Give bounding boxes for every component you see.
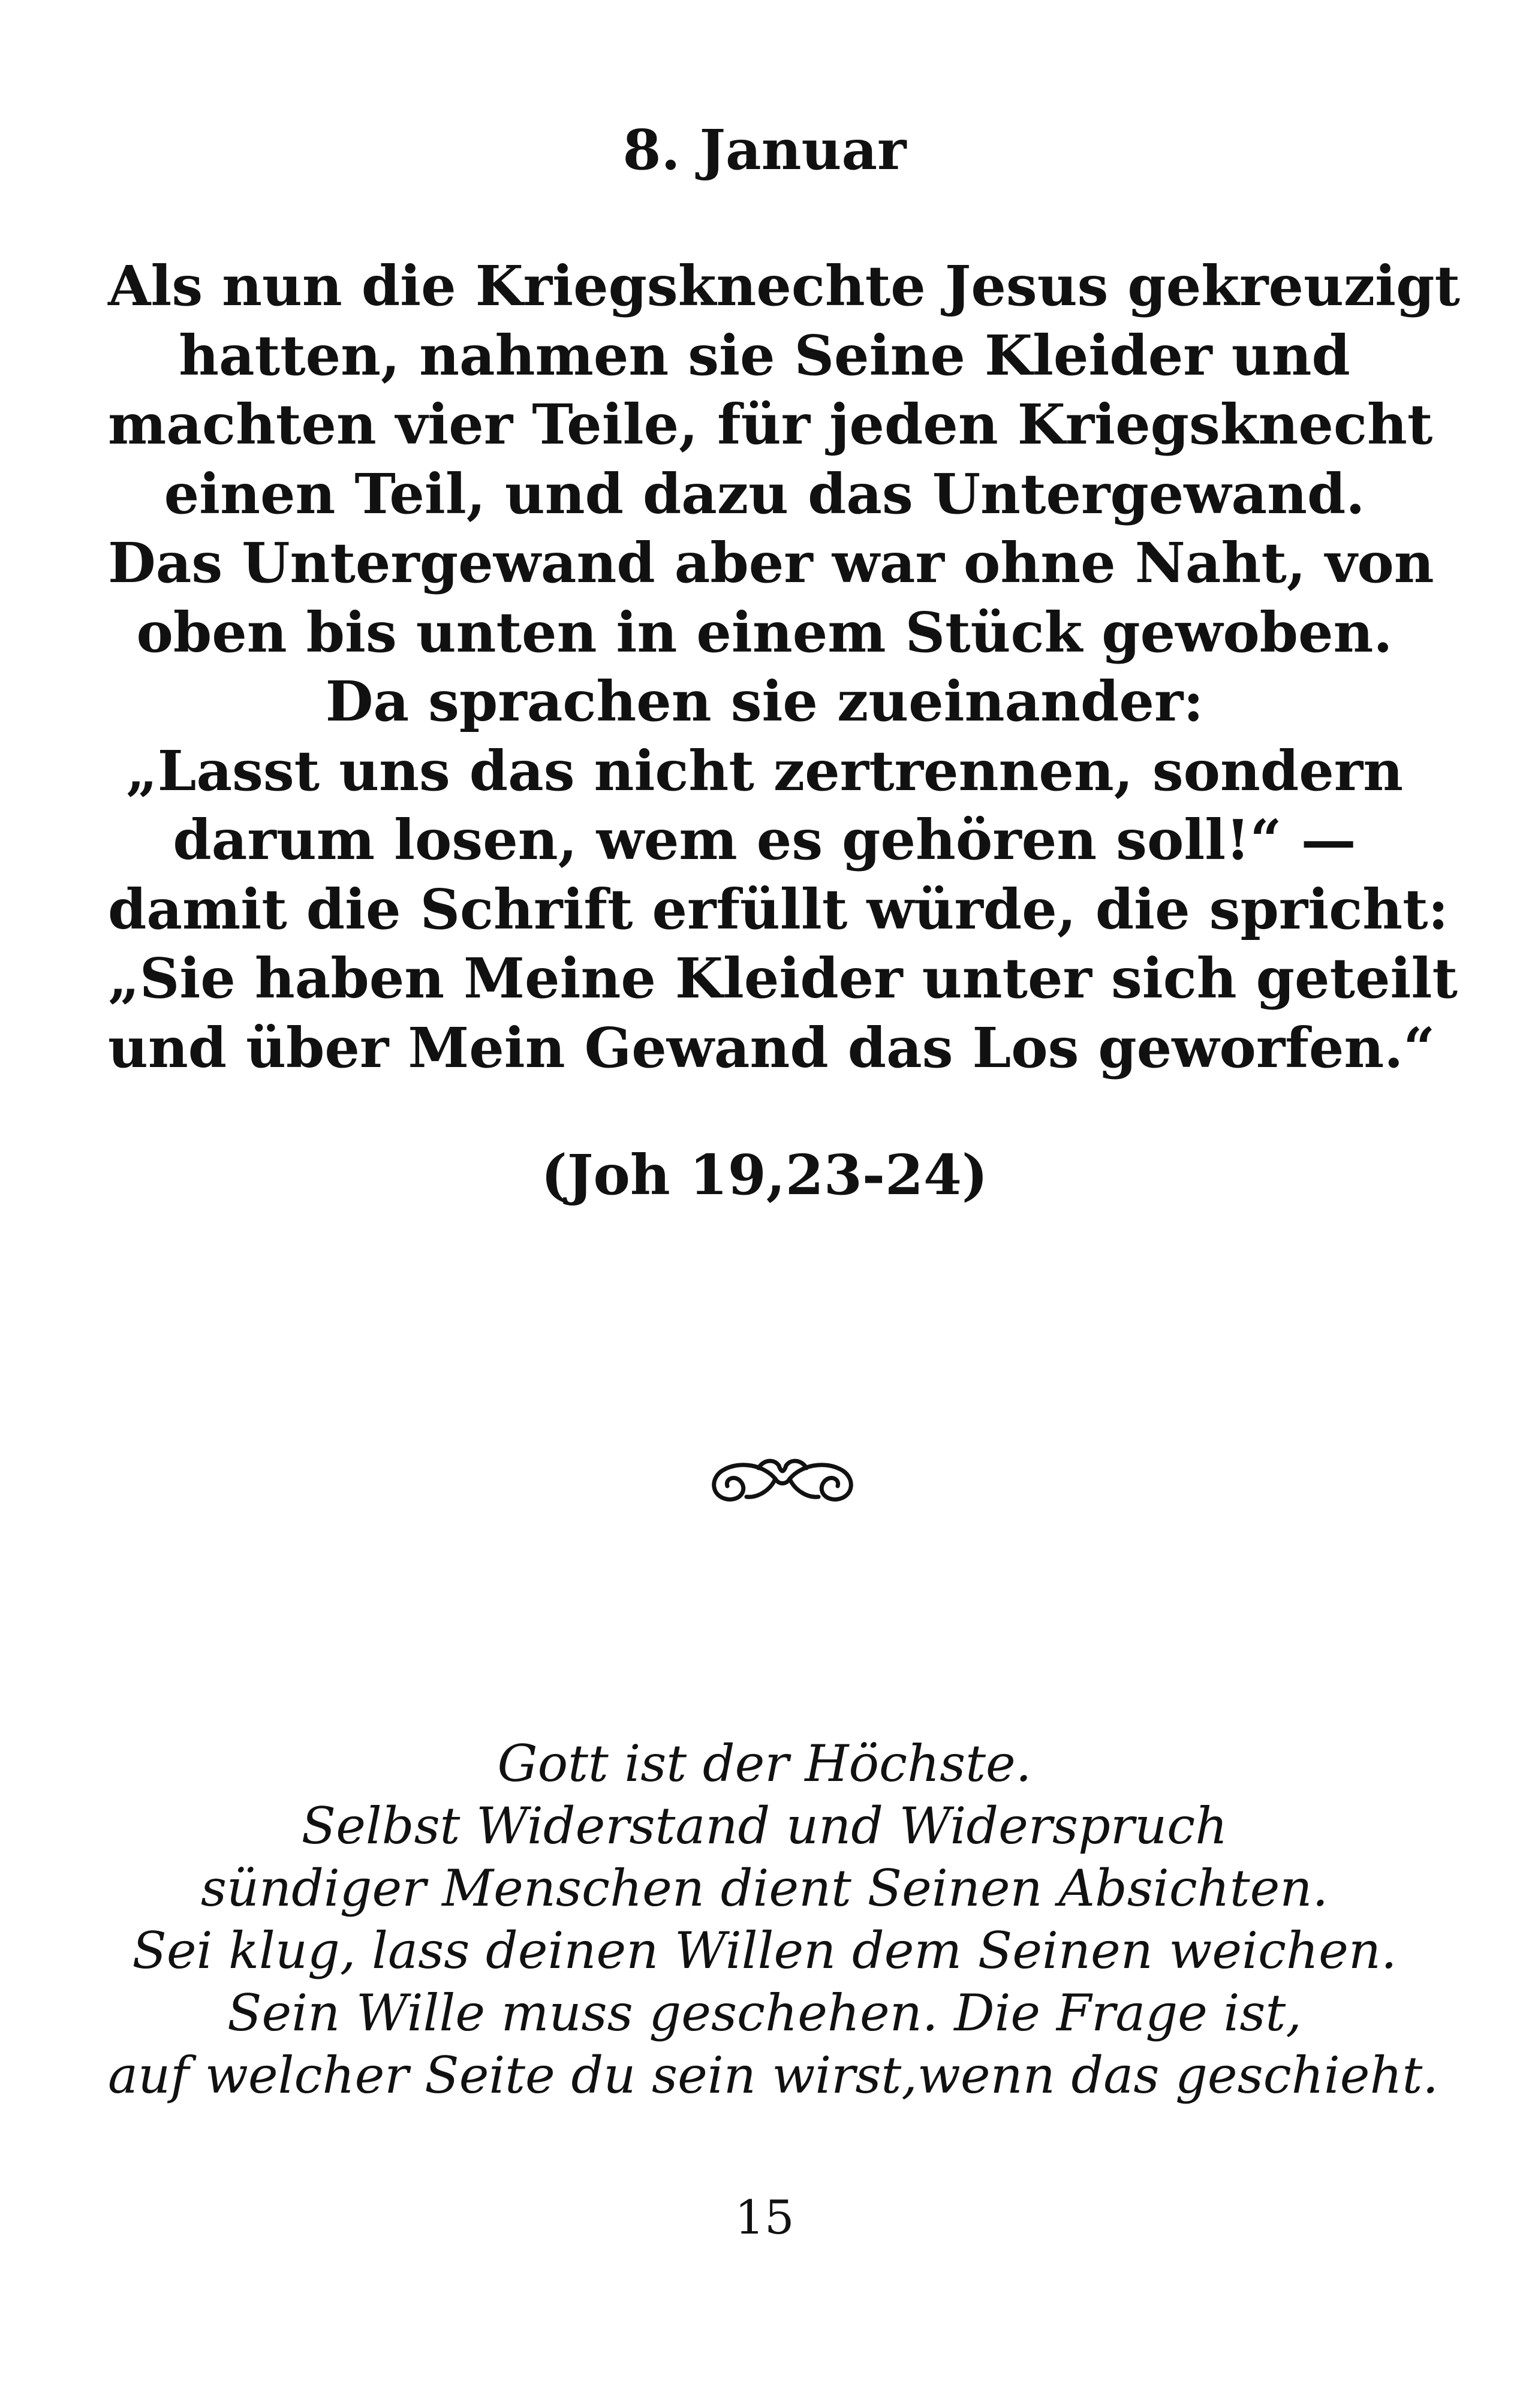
flourish-ornament-icon <box>699 1442 866 1514</box>
bible-verse <box>108 252 1460 1083</box>
verse-line: Das Untergewand aber war ohne Naht, von <box>108 531 1434 595</box>
meditation-line: sündiger Menschen dient Seinen Absichten. <box>200 1859 1329 1918</box>
verse-line: „Sie haben Meine Kleider unter sich geteilt <box>108 946 1458 1011</box>
verse-line: oben bis unten in einem Stück gewoben. <box>136 599 1393 665</box>
verse-line: Da sprachen sie zueinander: <box>325 669 1204 734</box>
verse-line: einen Teil, und dazu das Untergewand. <box>164 461 1365 526</box>
verse-reference: (Joh 19,23-24) <box>541 1143 988 1207</box>
meditation-text <box>108 1732 1439 2106</box>
verse-line: und über Mein Gewand das Los geworfen.“ <box>108 1015 1435 1080</box>
verse-line: Als nun die Kriegsknechte Jesus gekreuzigt <box>108 254 1460 318</box>
meditation-line: Gott ist der Höchste. <box>497 1734 1032 1793</box>
verse-line: hatten, nahmen sie Seine Kleider und <box>179 323 1350 388</box>
meditation-line: Sein Wille muss geschehen. Die Frage ist, <box>227 1984 1302 2042</box>
meditation-line: auf welcher Seite du sein wirst,wenn das geschieht. <box>108 2046 1439 2105</box>
verse-line: machten vier Teile, für jeden Kriegsknecht <box>108 392 1433 457</box>
verse-line: darum losen, wem es gehören soll!“ — <box>173 807 1356 872</box>
verse-line: „Lasst uns das nicht zertrennen, sondern <box>125 738 1404 803</box>
page-date-heading: 8. Januar <box>622 117 907 182</box>
page-number: 15 <box>735 2191 794 2245</box>
verse-line: damit die Schrift erfüllt würde, die spricht: <box>108 876 1449 942</box>
meditation-line: Selbst Widerstand und Widerspruch <box>301 1797 1228 1855</box>
meditation-line: Sei klug, lass deinen Willen dem Seinen weichen. <box>132 1921 1397 1980</box>
